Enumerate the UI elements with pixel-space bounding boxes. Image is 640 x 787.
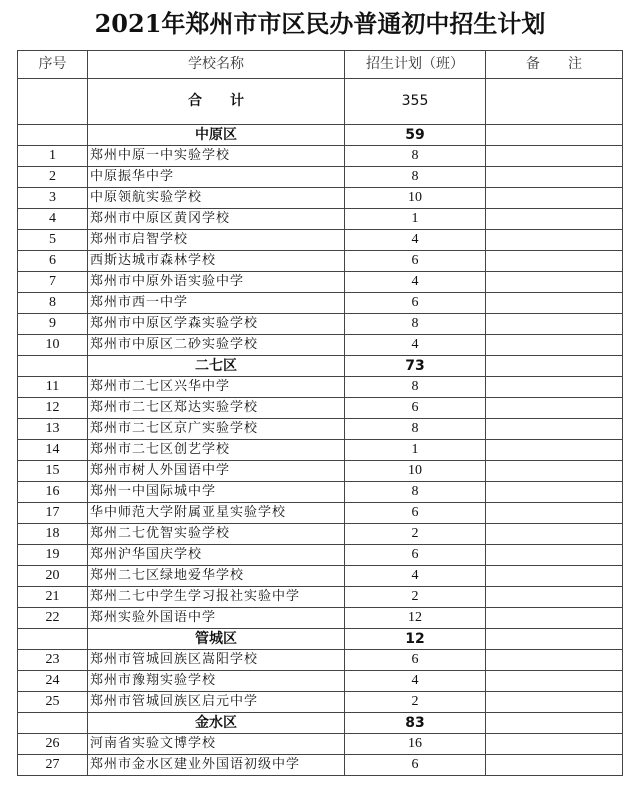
- header-plan: 招生计划（班）: [345, 51, 486, 79]
- district-note-cell: [486, 125, 623, 146]
- school-no: 18: [18, 524, 88, 545]
- school-name: 西斯达城市森林学校: [88, 251, 345, 272]
- school-no: 13: [18, 419, 88, 440]
- table-row: [18, 692, 623, 713]
- school-note: [486, 419, 623, 440]
- table-row: [18, 566, 623, 587]
- school-note: [486, 503, 623, 524]
- school-name: 郑州市中原区二砂实验学校: [88, 335, 345, 356]
- table-row: [18, 671, 623, 692]
- school-name: 郑州中原一中实验学校: [88, 146, 345, 167]
- table-row: [18, 419, 623, 440]
- school-plan: 6: [345, 251, 486, 272]
- table-row: [18, 209, 623, 230]
- school-no: 16: [18, 482, 88, 503]
- header-row: [18, 51, 623, 79]
- school-no: 26: [18, 734, 88, 755]
- school-no: 9: [18, 314, 88, 335]
- school-note: [486, 377, 623, 398]
- district-no-cell: [18, 356, 88, 377]
- school-note: [486, 293, 623, 314]
- school-name: 郑州沪华国庆学校: [88, 545, 345, 566]
- table-row: [18, 608, 623, 629]
- total-value: 355: [345, 79, 486, 125]
- school-no: 14: [18, 440, 88, 461]
- school-plan: 6: [345, 503, 486, 524]
- school-plan: 4: [345, 272, 486, 293]
- school-no: 5: [18, 230, 88, 251]
- table-row: [18, 755, 623, 776]
- table-row: [18, 314, 623, 335]
- table-row: [18, 587, 623, 608]
- district-row: [18, 629, 623, 650]
- header-school: 学校名称: [88, 51, 345, 79]
- total-note-cell: [486, 79, 623, 125]
- school-name: 中原领航实验学校: [88, 188, 345, 209]
- school-no: 17: [18, 503, 88, 524]
- school-no: 27: [18, 755, 88, 776]
- table-row: [18, 482, 623, 503]
- table-row: [18, 398, 623, 419]
- school-note: [486, 335, 623, 356]
- school-plan: 8: [345, 419, 486, 440]
- table-row: [18, 272, 623, 293]
- school-name: 郑州市豫翔实验学校: [88, 671, 345, 692]
- district-no-cell: [18, 629, 88, 650]
- school-name: 郑州市二七区京广实验学校: [88, 419, 345, 440]
- school-note: [486, 671, 623, 692]
- district-note-cell: [486, 629, 623, 650]
- district-total: 12: [345, 629, 486, 650]
- school-name: 郑州市西一中学: [88, 293, 345, 314]
- school-name: 郑州市中原区学森实验学校: [88, 314, 345, 335]
- district-no-cell: [18, 125, 88, 146]
- table-row: [18, 230, 623, 251]
- school-no: 3: [18, 188, 88, 209]
- school-plan: 6: [345, 398, 486, 419]
- school-name: 郑州市树人外国语中学: [88, 461, 345, 482]
- table-row: [18, 335, 623, 356]
- school-name: 郑州市二七区创艺学校: [88, 440, 345, 461]
- school-name: 郑州市中原外语实验中学: [88, 272, 345, 293]
- school-note: [486, 398, 623, 419]
- enrollment-table: [17, 50, 623, 776]
- header-no: 序号: [18, 51, 88, 79]
- school-note: [486, 692, 623, 713]
- school-plan: 8: [345, 314, 486, 335]
- school-no: 7: [18, 272, 88, 293]
- school-plan: 2: [345, 692, 486, 713]
- school-plan: 8: [345, 146, 486, 167]
- school-no: 24: [18, 671, 88, 692]
- school-name: 河南省实验文博学校: [88, 734, 345, 755]
- school-note: [486, 146, 623, 167]
- district-name: 中原区: [88, 125, 345, 146]
- school-name: 郑州市管城回族区启元中学: [88, 692, 345, 713]
- school-name: 郑州一中国际城中学: [88, 482, 345, 503]
- table-row: [18, 503, 623, 524]
- school-name: 郑州市启智学校: [88, 230, 345, 251]
- school-plan: 8: [345, 377, 486, 398]
- school-name: 郑州实验外国语中学: [88, 608, 345, 629]
- total-row: [18, 79, 623, 125]
- district-name: 管城区: [88, 629, 345, 650]
- school-name: 郑州市金水区建业外国语初级中学: [88, 755, 345, 776]
- school-no: 11: [18, 377, 88, 398]
- school-note: [486, 461, 623, 482]
- header-note: 备 注: [486, 51, 623, 79]
- school-plan: 10: [345, 461, 486, 482]
- school-no: 25: [18, 692, 88, 713]
- school-name: 中原振华中学: [88, 167, 345, 188]
- total-label: 合 计: [88, 79, 345, 125]
- school-name: 郑州二七优智实验学校: [88, 524, 345, 545]
- table-row: [18, 650, 623, 671]
- district-total: 83: [345, 713, 486, 734]
- school-plan: 8: [345, 167, 486, 188]
- school-plan: 4: [345, 566, 486, 587]
- district-note-cell: [486, 356, 623, 377]
- school-plan: 6: [345, 293, 486, 314]
- district-total: 59: [345, 125, 486, 146]
- school-no: 23: [18, 650, 88, 671]
- district-row: [18, 125, 623, 146]
- school-name: 郑州市管城回族区嵩阳学校: [88, 650, 345, 671]
- district-row: [18, 356, 623, 377]
- school-note: [486, 524, 623, 545]
- school-no: 12: [18, 398, 88, 419]
- school-no: 8: [18, 293, 88, 314]
- district-name: 二七区: [88, 356, 345, 377]
- school-no: 21: [18, 587, 88, 608]
- school-plan: 8: [345, 482, 486, 503]
- total-no-cell: [18, 79, 88, 125]
- school-no: 20: [18, 566, 88, 587]
- district-name: 金水区: [88, 713, 345, 734]
- page-title: 2021年郑州市市区民办普通初中招生计划: [94, 9, 546, 38]
- table-row: [18, 734, 623, 755]
- school-plan: 6: [345, 755, 486, 776]
- school-no: 1: [18, 146, 88, 167]
- school-name: 郑州二七中学生学习报社实验中学: [88, 587, 345, 608]
- table-body: [18, 51, 623, 776]
- school-plan: 4: [345, 671, 486, 692]
- school-note: [486, 314, 623, 335]
- school-no: 4: [18, 209, 88, 230]
- school-note: [486, 230, 623, 251]
- school-note: [486, 209, 623, 230]
- school-no: 19: [18, 545, 88, 566]
- table-row: [18, 251, 623, 272]
- table-row: [18, 146, 623, 167]
- school-plan: 4: [345, 335, 486, 356]
- school-no: 2: [18, 167, 88, 188]
- district-total: 73: [345, 356, 486, 377]
- school-plan: 6: [345, 650, 486, 671]
- school-note: [486, 755, 623, 776]
- school-plan: 10: [345, 188, 486, 209]
- school-note: [486, 566, 623, 587]
- school-name: 郑州市中原区黄冈学校: [88, 209, 345, 230]
- school-note: [486, 650, 623, 671]
- table-row: [18, 461, 623, 482]
- school-note: [486, 482, 623, 503]
- school-note: [486, 734, 623, 755]
- table-row: [18, 377, 623, 398]
- school-plan: 2: [345, 524, 486, 545]
- table-row: [18, 293, 623, 314]
- school-plan: 16: [345, 734, 486, 755]
- school-note: [486, 167, 623, 188]
- table-row: [18, 167, 623, 188]
- school-name: 郑州市二七区郑达实验学校: [88, 398, 345, 419]
- table-row: [18, 188, 623, 209]
- school-plan: 12: [345, 608, 486, 629]
- school-note: [486, 272, 623, 293]
- school-plan: 2: [345, 587, 486, 608]
- school-no: 15: [18, 461, 88, 482]
- school-name: 郑州市二七区兴华中学: [88, 377, 345, 398]
- school-note: [486, 608, 623, 629]
- school-note: [486, 440, 623, 461]
- school-no: 22: [18, 608, 88, 629]
- school-name: 郑州二七区绿地爱华学校: [88, 566, 345, 587]
- school-plan: 1: [345, 440, 486, 461]
- school-plan: 4: [345, 230, 486, 251]
- district-row: [18, 713, 623, 734]
- school-no: 6: [18, 251, 88, 272]
- school-note: [486, 188, 623, 209]
- school-name: 华中师范大学附属亚星实验学校: [88, 503, 345, 524]
- district-no-cell: [18, 713, 88, 734]
- school-note: [486, 545, 623, 566]
- school-note: [486, 251, 623, 272]
- school-plan: 6: [345, 545, 486, 566]
- district-note-cell: [486, 713, 623, 734]
- table-row: [18, 440, 623, 461]
- table-row: [18, 545, 623, 566]
- table-row: [18, 524, 623, 545]
- school-plan: 1: [345, 209, 486, 230]
- school-note: [486, 587, 623, 608]
- school-no: 10: [18, 335, 88, 356]
